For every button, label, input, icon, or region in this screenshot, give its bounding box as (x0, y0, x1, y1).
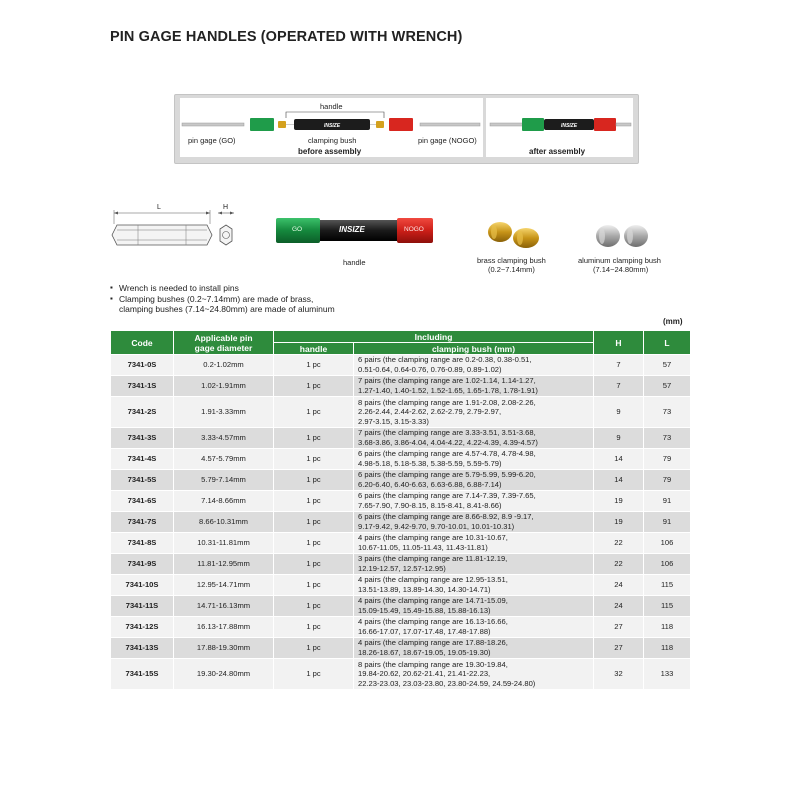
bush-line: 8 pairs (the clamping range are 19.30-19.84, (358, 659, 508, 669)
bush-line: 7 pairs (the clamping range are 3.33-3.51, 3.51-3.68, (358, 428, 536, 438)
bush-line: 12.19-12.57, 12.57-12.95) (358, 564, 446, 573)
cell-clamping-bush (354, 575, 594, 596)
table-row (111, 533, 691, 554)
bush-line: 6 pairs (the clamping range are 4.57-4.78, 4.78-4.98, (358, 449, 536, 459)
cell-diameter: 3.33-4.57mm (174, 428, 274, 449)
header-handle: handle (274, 343, 354, 355)
before-assembly-label: before assembly (298, 147, 362, 156)
cell-handle: 1 pc (274, 575, 354, 596)
cell-l: 115 (644, 596, 691, 617)
bush-line: 4.98-5.18, 5.18-5.38, 5.38-5.59, 5.59-5.79) (358, 459, 502, 468)
cell-l: 115 (644, 575, 691, 596)
cell-code: 7341-8S (111, 533, 174, 554)
handle-callout: handle (320, 102, 343, 111)
cell-handle: 1 pc (274, 470, 354, 491)
aluminum-bush-image (594, 222, 654, 250)
handle-caption: handle (343, 258, 366, 267)
notes (110, 283, 335, 315)
handle-illustration (276, 218, 433, 243)
cell-handle: 1 pc (274, 512, 354, 533)
cell-h: 7 (594, 355, 644, 376)
bush-line: 3.68-3.86, 3.86-4.04, 4.04-4.22, 4.22-4.39, 4.39-4.57) (358, 438, 538, 447)
table-row (111, 491, 691, 512)
table-row (111, 638, 691, 659)
bush-line: 6 pairs (the clamping range are 7.14-7.39, 7.39-7.65, (358, 491, 536, 501)
cell-l: 133 (644, 659, 691, 690)
bush-line: 6 pairs (the clamping range are 0.2-0.38, 0.38-0.51, (358, 355, 532, 365)
cell-l: 79 (644, 449, 691, 470)
dimension-l-label: L (157, 204, 161, 211)
clamping-bush-callout: clamping bush (308, 136, 357, 145)
cell-l: 57 (644, 376, 691, 397)
cell-handle: 1 pc (274, 659, 354, 690)
aluminum-bush-caption: aluminum clamping bush (578, 256, 661, 265)
bush-line: 4 pairs (the clamping range are 10.31-10.67, (358, 533, 508, 543)
bush-line: 3 pairs (the clamping range are 11.81-12.19, (358, 554, 508, 564)
svg-text:INSIZE: INSIZE (560, 123, 578, 129)
header-diameter (174, 331, 274, 355)
cell-diameter: 0.2-1.02mm (174, 355, 274, 376)
bush-line: 15.09-15.49, 15.49-15.88, 15.88-16.13) (358, 606, 491, 615)
cell-h: 14 (594, 470, 644, 491)
cell-h: 19 (594, 512, 644, 533)
cell-diameter: 17.88-19.30mm (174, 638, 274, 659)
note-bush-material-cont: clamping bushes (7.14~24.80mm) are made of aluminum (119, 304, 335, 314)
bush-line: 6 pairs (the clamping range are 8.66-8.92, 8.9 -9.17, (358, 512, 534, 522)
page-title: PIN GAGE HANDLES (OPERATED WITH WRENCH) (110, 29, 463, 45)
cell-h: 9 (594, 397, 644, 428)
cell-clamping-bush (354, 533, 594, 554)
cell-l: 118 (644, 617, 691, 638)
cell-h: 14 (594, 449, 644, 470)
cell-h: 24 (594, 596, 644, 617)
cell-clamping-bush (354, 596, 594, 617)
header-l: L (644, 331, 691, 355)
bush-line: 6.20-6.40, 6.40-6.63, 6.63-6.88, 6.88-7.14) (358, 480, 502, 489)
cell-diameter: 16.13-17.88mm (174, 617, 274, 638)
cell-diameter: 10.31-11.81mm (174, 533, 274, 554)
bush-line: 19.84-20.62, 20.62-21.41, 21.41-22.23, (358, 669, 491, 679)
header-h: H (594, 331, 644, 355)
before-assembly-panel (180, 98, 483, 157)
cell-clamping-bush (354, 397, 594, 428)
cell-h: 22 (594, 533, 644, 554)
note-bush-material: ▪ Clamping bushes (0.2~7.14mm) are made of brass, (110, 294, 335, 305)
cell-l: 106 (644, 554, 691, 575)
cell-clamping-bush (354, 659, 594, 690)
handle-brand-text: INSIZE (339, 225, 365, 234)
cell-diameter: 5.79-7.14mm (174, 470, 274, 491)
cell-code: 7341-15S (111, 659, 174, 690)
bush-line: 1.27-1.40, 1.40-1.52, 1.52-1.65, 1.65-1.78, 1.78-1.91) (358, 386, 538, 395)
table-row (111, 397, 691, 428)
after-assembly-panel (486, 98, 633, 157)
cell-diameter: 19.30-24.80mm (174, 659, 274, 690)
bush-line: 2.97-3.15, 3.15-3.33) (358, 416, 429, 426)
cell-clamping-bush (354, 355, 594, 376)
cell-l: 106 (644, 533, 691, 554)
brass-bush-image (486, 220, 544, 250)
cell-l: 73 (644, 397, 691, 428)
cell-handle: 1 pc (274, 533, 354, 554)
cell-diameter: 7.14-8.66mm (174, 491, 274, 512)
header-diameter-line1: Applicable pin (194, 332, 253, 343)
cell-h: 24 (594, 575, 644, 596)
pin-gage-nogo-label: pin gage (NOGO) (418, 136, 477, 145)
cell-diameter: 12.95-14.71mm (174, 575, 274, 596)
after-assembly-label: after assembly (529, 147, 586, 156)
cell-h: 19 (594, 491, 644, 512)
cell-diameter: 11.81-12.95mm (174, 554, 274, 575)
bush-line: 4 pairs (the clamping range are 17.88-18.26, (358, 638, 508, 648)
bush-line: 4 pairs (the clamping range are 14.71-15.09, (358, 596, 508, 606)
cell-h: 9 (594, 428, 644, 449)
cell-diameter: 14.71-16.13mm (174, 596, 274, 617)
cell-h: 22 (594, 554, 644, 575)
svg-text:INSIZE: INSIZE (323, 123, 341, 129)
cell-handle: 1 pc (274, 376, 354, 397)
table-row (111, 596, 691, 617)
cell-code: 7341-0S (111, 355, 174, 376)
cell-diameter: 4.57-5.79mm (174, 449, 274, 470)
spec-table (110, 330, 691, 690)
cell-diameter: 8.66-10.31mm (174, 512, 274, 533)
cell-code: 7341-7S (111, 512, 174, 533)
cell-l: 57 (644, 355, 691, 376)
cell-clamping-bush (354, 428, 594, 449)
cell-diameter: 1.91-3.33mm (174, 397, 274, 428)
bush-line: 13.51-13.89, 13.89-14.30, 14.30-14.71) (358, 585, 491, 594)
bush-line: 9.17-9.42, 9.42-9.70, 9.70-10.01, 10.01-10.31) (358, 522, 515, 531)
bush-line: 4 pairs (the clamping range are 12.95-13.51, (358, 575, 508, 585)
cell-code: 7341-6S (111, 491, 174, 512)
cell-clamping-bush (354, 470, 594, 491)
table-row (111, 512, 691, 533)
cell-handle: 1 pc (274, 491, 354, 512)
cell-clamping-bush (354, 554, 594, 575)
cell-clamping-bush (354, 491, 594, 512)
table-row (111, 617, 691, 638)
table-row (111, 355, 691, 376)
table-row (111, 470, 691, 491)
bush-line: 10.67-11.05, 11.05-11.43, 11.43-11.81) (358, 543, 488, 552)
cell-clamping-bush (354, 376, 594, 397)
cell-h: 27 (594, 638, 644, 659)
cell-clamping-bush (354, 638, 594, 659)
cell-code: 7341-3S (111, 428, 174, 449)
cell-handle: 1 pc (274, 428, 354, 449)
note-wrench: ▪ Wrench is needed to install pins (110, 283, 335, 294)
cell-h: 27 (594, 617, 644, 638)
header-including: Including (274, 331, 594, 343)
cell-l: 118 (644, 638, 691, 659)
bush-line: 6 pairs (the clamping range are 5.79-5.99, 5.99-6.20, (358, 470, 536, 480)
table-row (111, 376, 691, 397)
cell-handle: 1 pc (274, 397, 354, 428)
header-code: Code (111, 331, 174, 355)
bush-line: 7 pairs (the clamping range are 1.02-1.14, 1.14-1.27, (358, 376, 536, 386)
dimension-h-label: H (223, 204, 229, 211)
cell-handle: 1 pc (274, 449, 354, 470)
cell-clamping-bush (354, 449, 594, 470)
cell-h: 7 (594, 376, 644, 397)
cell-handle: 1 pc (274, 638, 354, 659)
cell-handle: 1 pc (274, 617, 354, 638)
bush-line: 2.26-2.44, 2.44-2.62, 2.62-2.79, 2.79-2.97, (358, 407, 502, 417)
cell-l: 73 (644, 428, 691, 449)
cell-code: 7341-4S (111, 449, 174, 470)
cell-l: 91 (644, 512, 691, 533)
handle-go-text: GO (292, 226, 303, 233)
bush-line: 18.26-18.67, 18.67-19.05, 19.05-19.30) (358, 648, 491, 657)
dimension-drawing (110, 204, 250, 254)
cell-handle: 1 pc (274, 554, 354, 575)
bush-line: 4 pairs (the clamping range are 16.13-16.66, (358, 617, 508, 627)
bush-line: 7.65-7.90, 7.90-8.15, 8.15-8.41, 8.41-8.66) (358, 501, 502, 510)
cell-code: 7341-2S (111, 397, 174, 428)
header-bush: clamping bush (mm) (354, 343, 594, 355)
table-row (111, 428, 691, 449)
cell-clamping-bush (354, 512, 594, 533)
cell-code: 7341-13S (111, 638, 174, 659)
handle-nogo-text: NOGO (404, 226, 424, 233)
table-row (111, 575, 691, 596)
cell-code: 7341-1S (111, 376, 174, 397)
cell-code: 7341-9S (111, 554, 174, 575)
header-diameter-line2: gage diameter (194, 342, 253, 353)
cell-handle: 1 pc (274, 355, 354, 376)
bush-line: 8 pairs (the clamping range are 1.91-2.08, 2.08-2.26, (358, 397, 536, 407)
bush-line: 16.66-17.07, 17.07-17.48, 17.48-17.88) (358, 627, 491, 636)
cell-code: 7341-11S (111, 596, 174, 617)
cell-code: 7341-12S (111, 617, 174, 638)
pin-gage-go-label: pin gage (GO) (188, 136, 236, 145)
cell-l: 91 (644, 491, 691, 512)
cell-clamping-bush (354, 617, 594, 638)
assembly-diagram (174, 94, 639, 164)
aluminum-bush-range: (7.14~24.80mm) (593, 265, 649, 274)
spec-table-body (111, 355, 691, 690)
cell-l: 79 (644, 470, 691, 491)
brass-bush-caption: brass clamping bush (477, 256, 546, 265)
cell-diameter: 1.02-1.91mm (174, 376, 274, 397)
table-row (111, 449, 691, 470)
bush-line: 0.51-0.64, 0.64-0.76, 0.76-0.89, 0.89-1.02) (358, 365, 502, 374)
cell-h: 32 (594, 659, 644, 690)
table-row (111, 659, 691, 690)
bush-line: 22.23-23.03, 23.03-23.80, 23.80-24.59, 24.59-24.80) (358, 678, 536, 688)
table-row (111, 554, 691, 575)
brass-bush-range: (0.2~7.14mm) (488, 265, 535, 274)
cell-code: 7341-5S (111, 470, 174, 491)
cell-code: 7341-10S (111, 575, 174, 596)
unit-label: (mm) (663, 317, 683, 326)
cell-handle: 1 pc (274, 596, 354, 617)
